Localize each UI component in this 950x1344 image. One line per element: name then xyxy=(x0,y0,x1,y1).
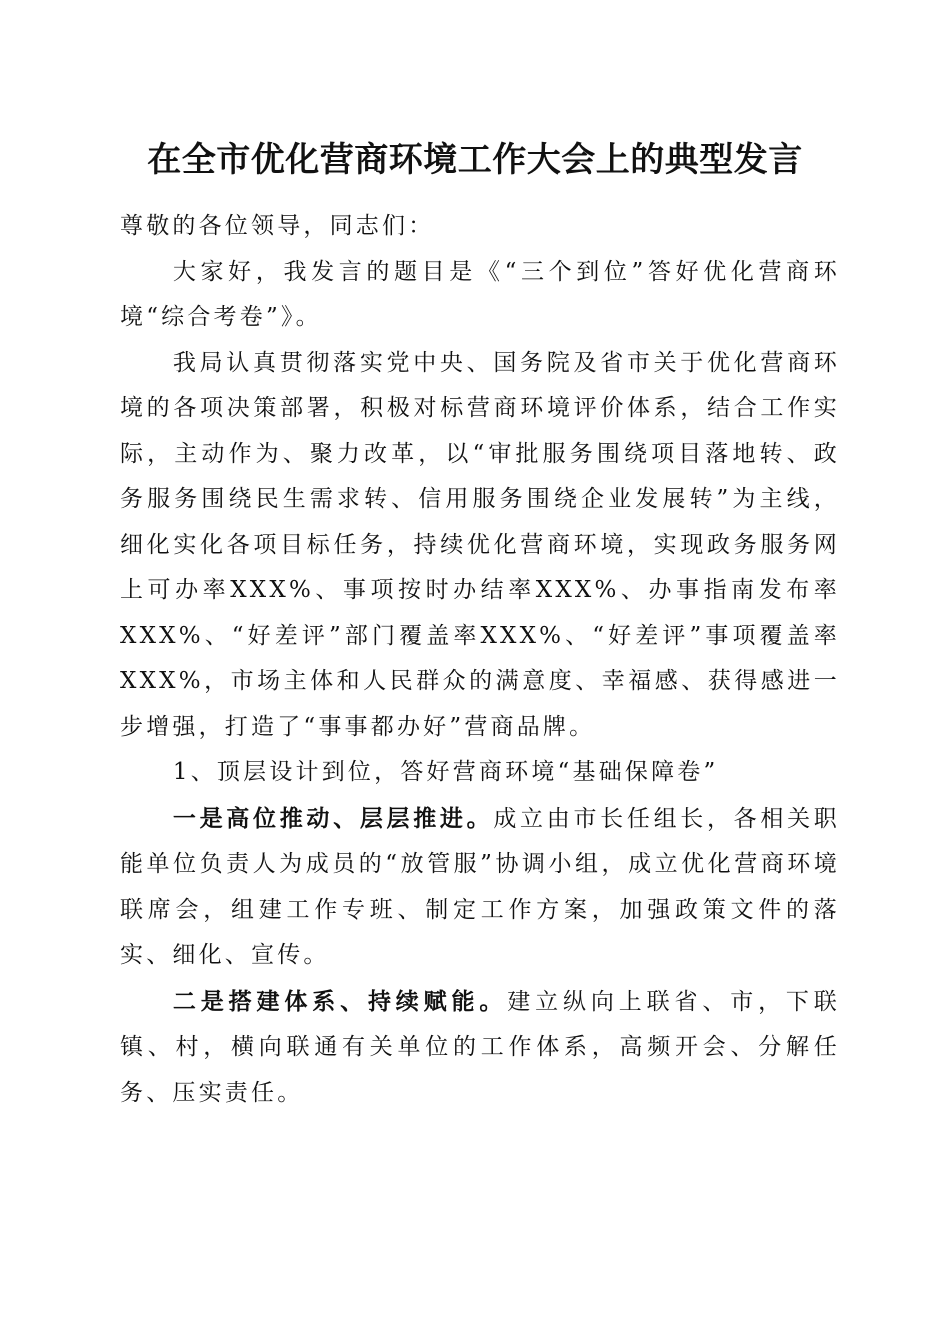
point-two-text: 建立纵向上联省、市，下联镇、村，横向联通有关单位的工作体系，高频开会、分解任务、压实责任。 xyxy=(120,988,840,1106)
point-two-lead: 二是搭建体系、持续赋能。 xyxy=(172,987,508,1015)
intro-paragraph: 大家好，我发言的题目是《“三个到位”答好优化营商环境“综合考卷”》。 xyxy=(120,258,840,330)
summary-paragraph: 我局认真贯彻落实党中央、国务院及省市关于优化营商环境的各项决策部署，积极对标营商环境评价体系，结合工作实际，主动作为、聚力改革，以“审批服务围绕项目落地转、政务服务围绕民生需求转、信用服务围绕企业发展转”为主线，细化实化各项目标任务，持续优化营商环境，实现政务服务网上可办率XXX%、事项按时办结率XXX%、办事指南发布率XXX%、“好差评”部门覆盖率XXX%、“好差评”事项覆盖率XXX%，市场主体和人民群众的满意度、幸福感、获得感进一步增强，打造了“事事都办好”营商品牌。 xyxy=(120,349,840,740)
document-body xyxy=(120,204,840,1116)
document-title: 在全市优化营商环境工作大会上的典型发言 xyxy=(147,140,803,180)
section-heading: 1、顶层设计到位，答好营商环境“基础保障卷” xyxy=(172,759,719,785)
point-two-paragraph xyxy=(120,979,840,1117)
point-one-paragraph xyxy=(120,796,840,979)
point-one-text: 成立由市长任组长，各相关职能单位负责人为成员的“放管服”协调小组，成立优化营商环境联席会，组建工作专班、制定工作方案，加强政策文件的落实、细化、宣传。 xyxy=(120,805,840,968)
salutation: 尊敬的各位领导，同志们： xyxy=(120,213,435,239)
point-one-lead: 一是高位推动、层层推进。 xyxy=(172,804,494,832)
